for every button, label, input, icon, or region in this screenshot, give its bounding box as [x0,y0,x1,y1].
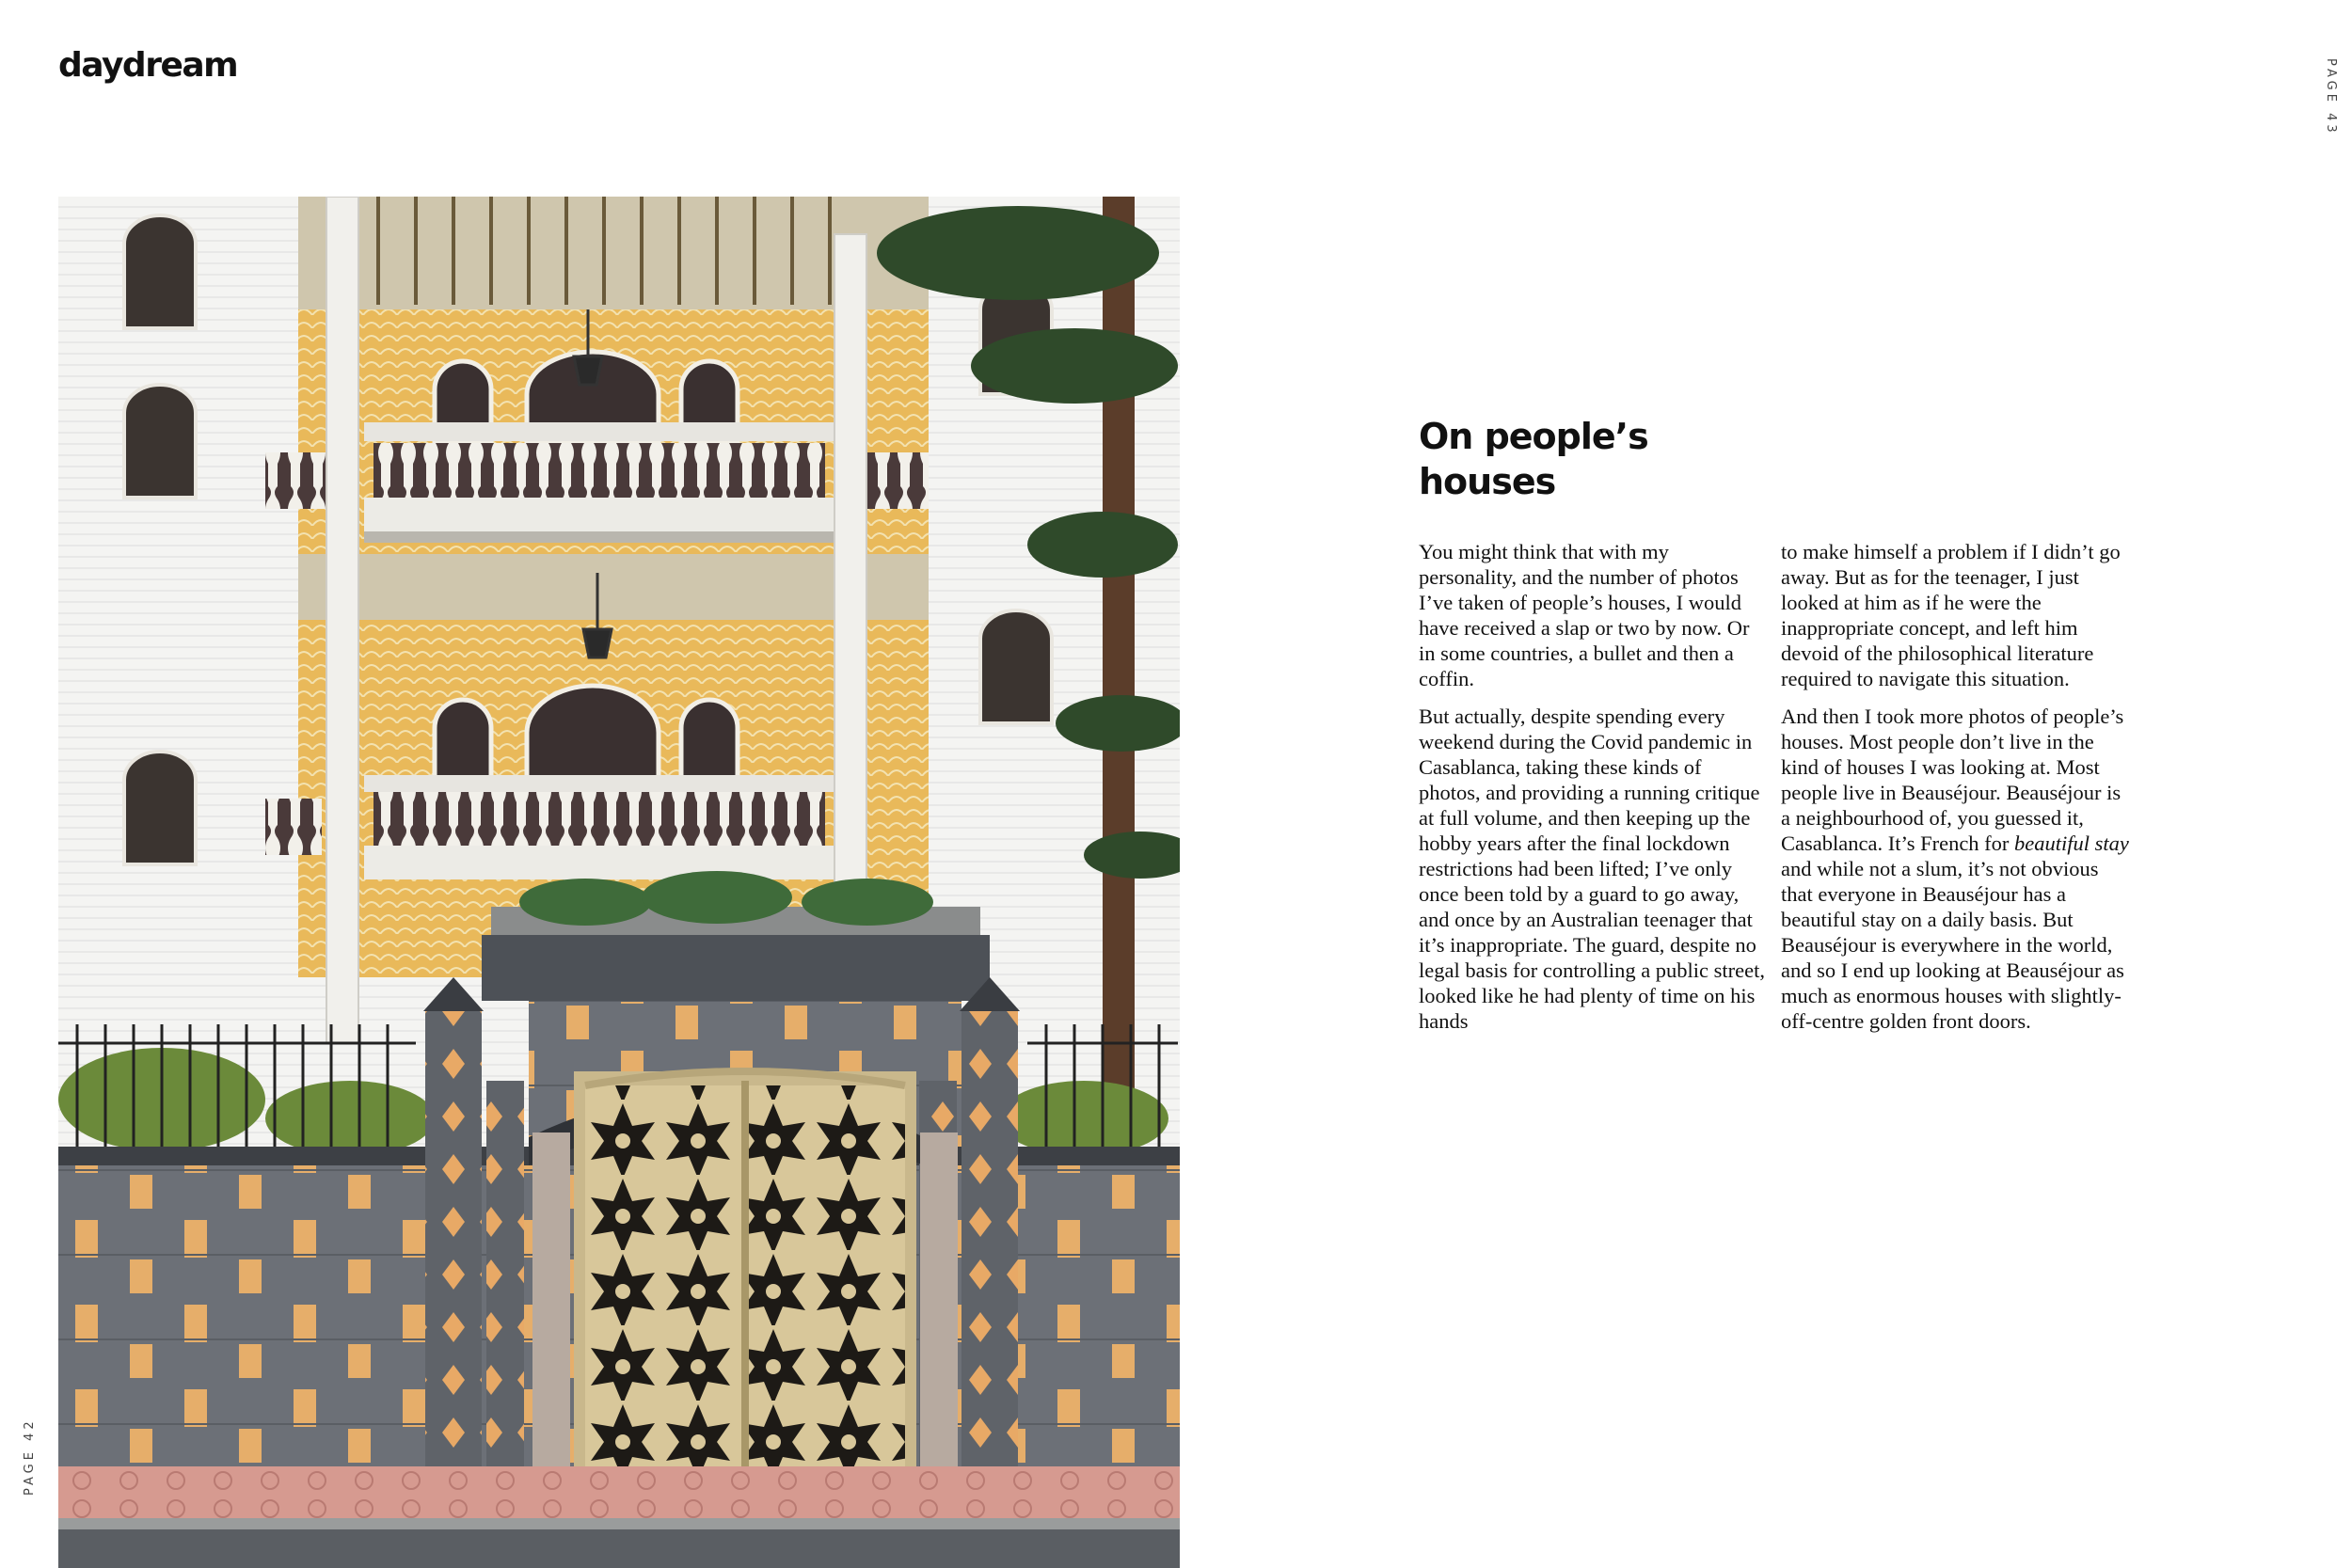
magazine-logo: daydream [58,46,238,85]
paragraph: You might think that with my personality, and the number of photos I’ve taken of people’s houses, I would have received a slap or two by now. Or in some countries, a bullet and then a coffin. [1419,540,1750,690]
italic-text: beautiful stay [2014,832,2129,855]
text-run: and while not a slum, it’s not obvious that everyone in Beauséjour has a beautiful stay on a daily basis. But Beauséjour is everywhere in the world, and so I end up looking at Beauséjour as much as enormous houses with slightly-off-centre golden front doors. [1781,857,2124,1033]
article-title: On people’s houses [1419,416,1648,502]
page-number-left: PAGE 42 [23,1418,37,1496]
paragraph: to make himself a problem if I didn’t go away. But as for the teenager, I just looked at him as if he were the inappropriate concept, and left him devoid of the philosophical literature required to navigate this situation. [1781,540,2121,690]
text-run: And then I took more photos of people’s houses. Most people don’t live in the kind of houses I was looking at. Most people live in Beauséjour. Beauséjour is a neighbourhood of, you guessed it, Casablanca. It’s French for [1781,705,2124,855]
paragraph [1781,704,2129,1034]
article-column-2 [1781,539,2129,1046]
house-photo [58,197,1180,1568]
paragraph: But actually, despite spending every weekend during the Covid pandemic in Casablanca, taking these kinds of photos, and providing a running critique at full volume, and then keeping up the hobby years after the final lockdown restrictions had been lifted; I’ve only once been told by a guard to go away, and once by an Australian teenager that it’s inappropriate. The guard, despite no legal basis for controlling a public street, looked like he had plenty of time on his hands [1419,705,1766,1033]
page-number-right: PAGE 43 [2324,58,2338,136]
article-column-1 [1419,539,1767,1046]
